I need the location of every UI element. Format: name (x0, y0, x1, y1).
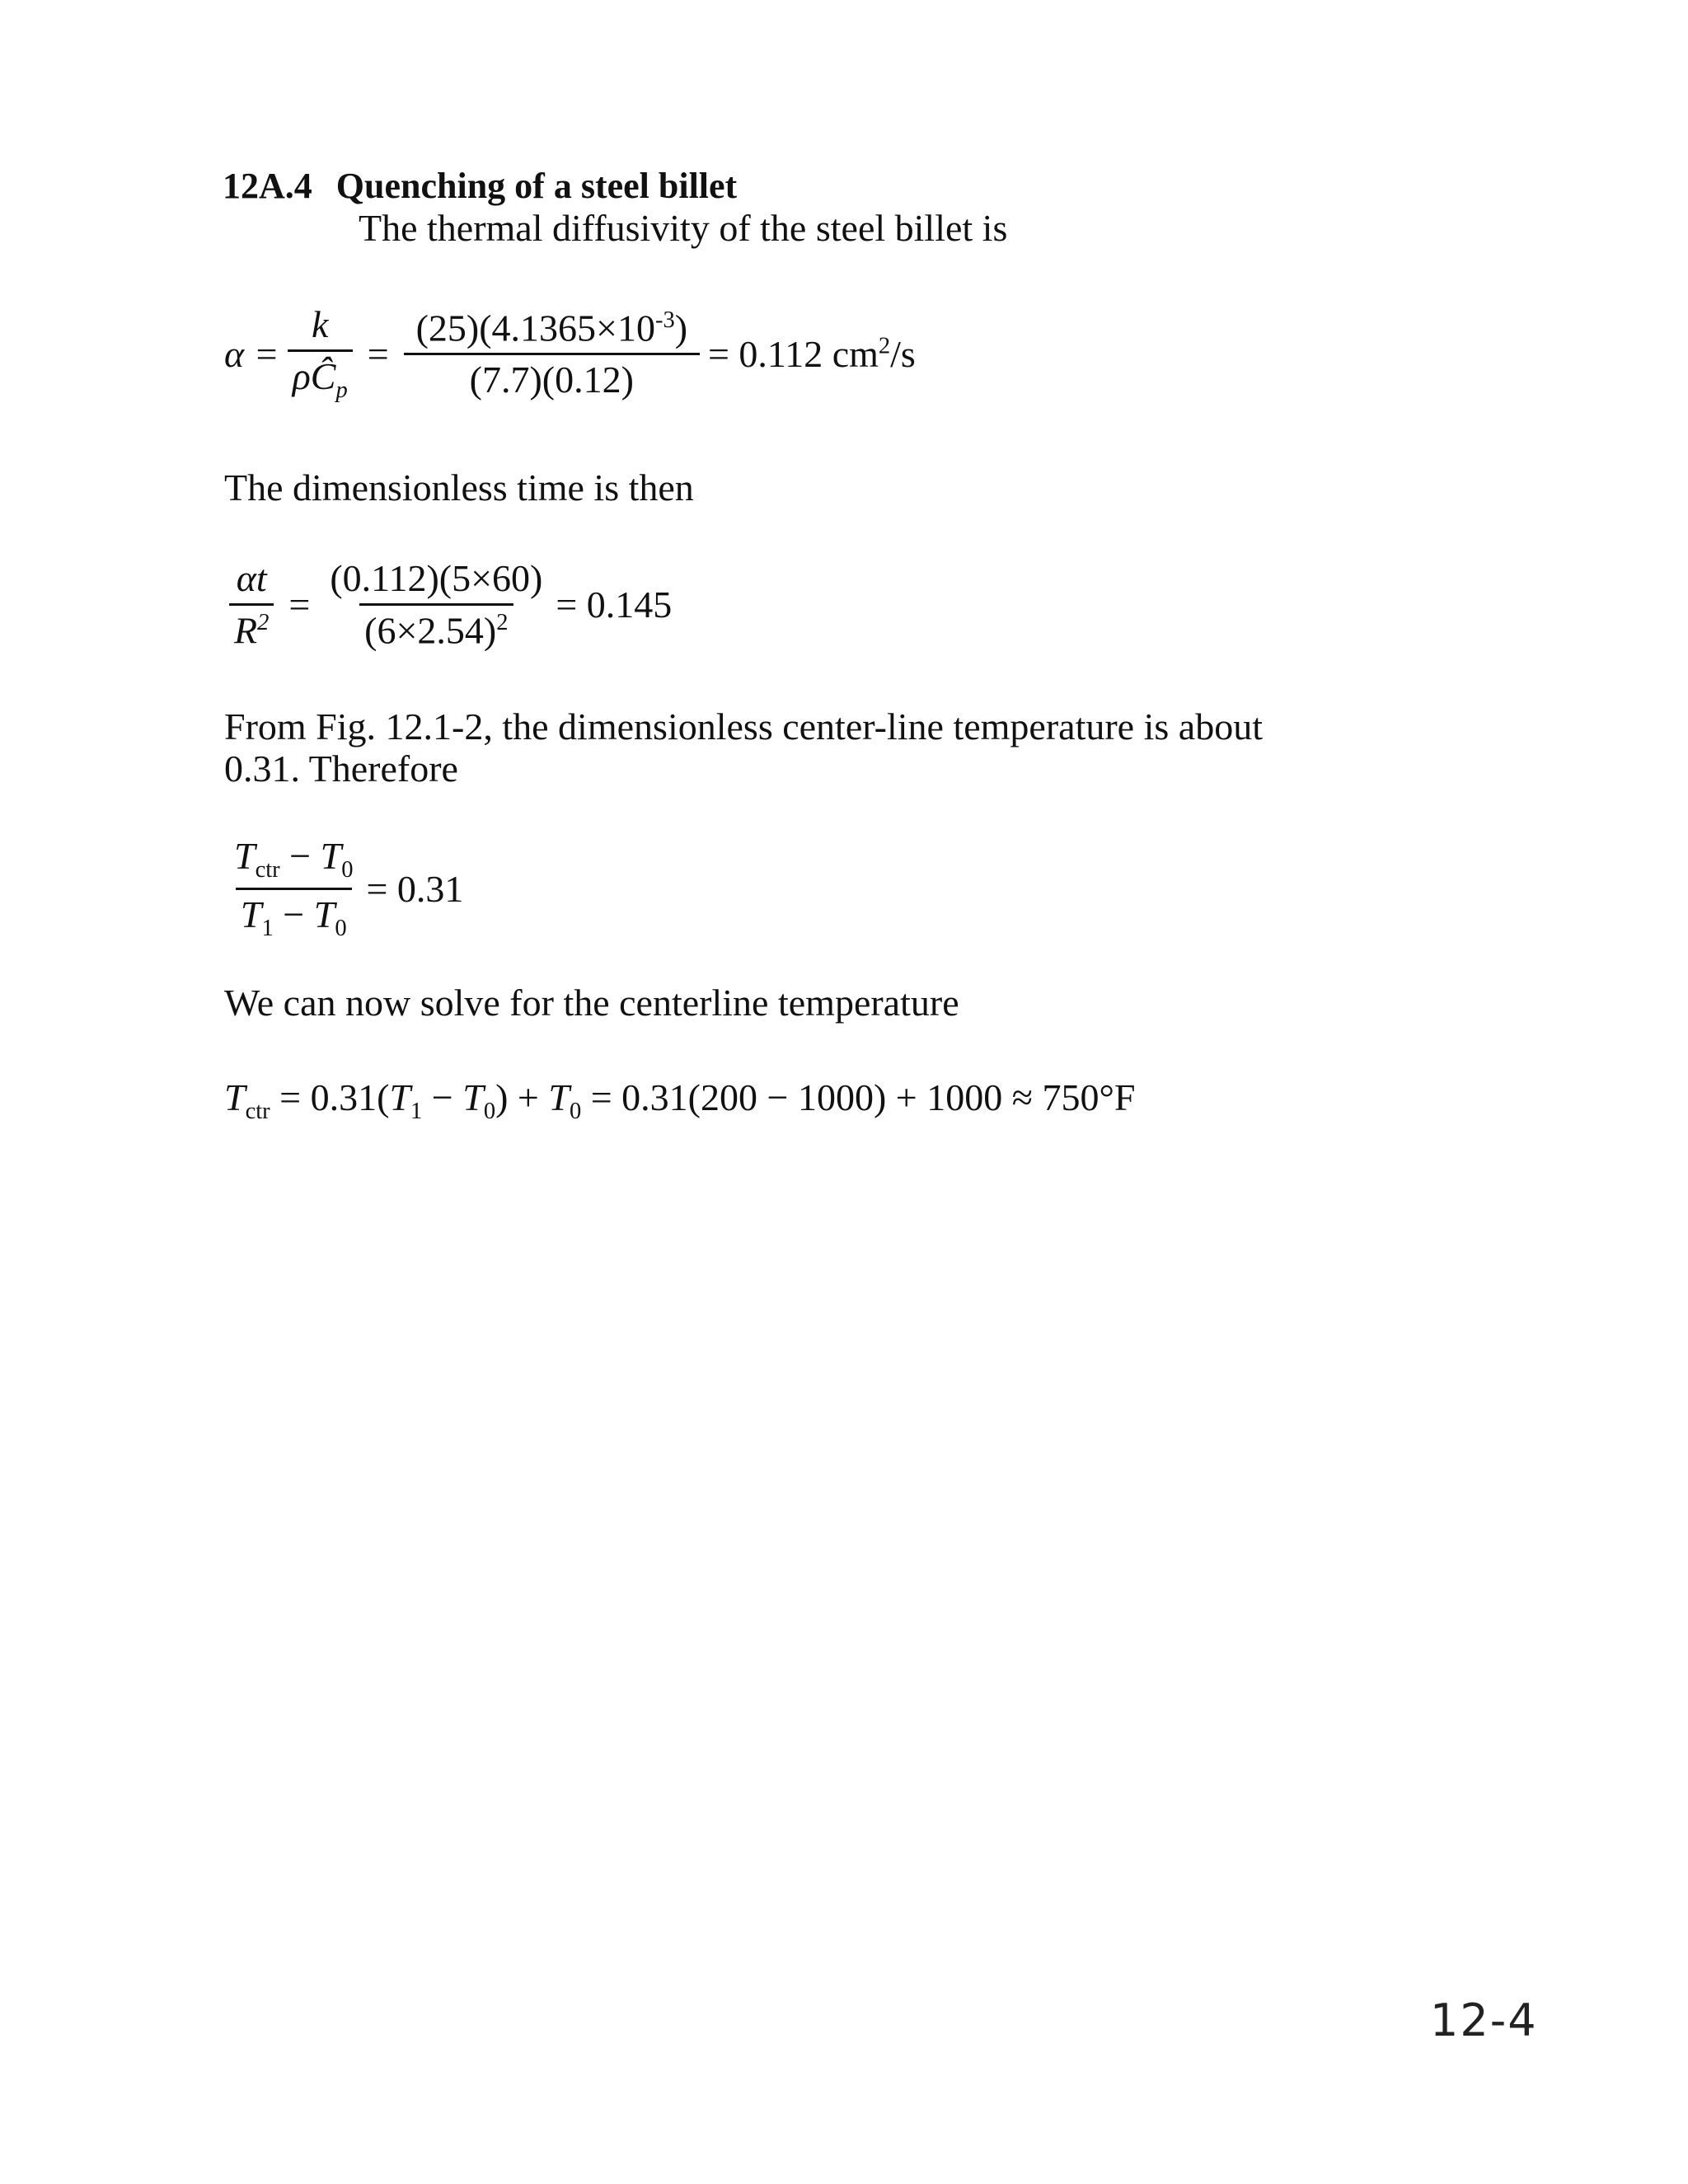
eq4-result: = 0.31(200 − 1000) + 1000 ≈ 750°F (581, 1076, 1136, 1118)
paragraph-solve: We can now solve for the centerline temperature (224, 982, 959, 1024)
eq4-t-ctr: T (224, 1076, 246, 1118)
eq1-f2-numerator (411, 308, 693, 354)
eq3-num-a: T (234, 835, 256, 877)
eq1-equals: = (367, 333, 389, 376)
paragraph-figure-ref-line2: 0.31. Therefore (224, 748, 458, 790)
eq3-den-b: T (313, 893, 335, 936)
eq3-result: = 0.31 (366, 868, 464, 911)
eq1-f1-numerator: k (311, 303, 329, 345)
eq2-f2-denominator (359, 603, 513, 651)
eq4-t1: T (389, 1076, 411, 1118)
section-number: 12A.4 (223, 166, 312, 206)
eq3-numerator (229, 837, 358, 888)
section-title: Quenching of a steel billet (335, 166, 738, 206)
eq3-den-b-sub: 0 (335, 916, 347, 942)
eq4-minus: − (422, 1076, 463, 1118)
eq4-part-f: ) + (495, 1076, 549, 1118)
eq1-result-sup: 2 (878, 333, 891, 359)
eq1-f2-num-sup: -3 (654, 307, 675, 333)
eq4-t-ctr-sub: ctr (245, 1099, 270, 1125)
eq2-f1-denominator (229, 603, 274, 651)
eq2-f2-den-text: (6×2.54) (364, 609, 497, 652)
eq3-den-minus: − (273, 893, 314, 936)
eq2-f1-den-text: R (234, 609, 258, 652)
eq1-result-text: = 0.112 cm (707, 333, 879, 376)
eq3-num-a-sub: ctr (255, 857, 280, 883)
eq2-fraction-2 (325, 559, 547, 651)
eq2-fraction-1 (229, 559, 274, 651)
eq4-t0b-sub: 0 (569, 1099, 582, 1125)
paragraph-dimensionless-time: The dimensionless time is then (224, 466, 694, 509)
eq2-f1-numerator: αt (236, 557, 267, 599)
eq4-part-b: = 0.31( (270, 1076, 390, 1118)
eq1-lhs: α = (224, 333, 279, 376)
eq3-denominator (236, 888, 352, 941)
eq2-f2-den-sup: 2 (496, 610, 509, 636)
eq3-num-b-sub: 0 (341, 857, 354, 883)
eq2-equals: = (288, 583, 311, 626)
eq2-f1-den-sup: 2 (257, 610, 270, 636)
eq3-den-a: T (240, 893, 262, 936)
paragraph-diffusivity: The thermal diffusivity of the steel billet is (359, 207, 1008, 249)
equation-centerline-ratio (221, 837, 463, 941)
eq1-f1-den-text: ρĈ (292, 355, 336, 398)
eq2-result: = 0.145 (556, 583, 673, 626)
eq4-line (224, 1076, 1135, 1125)
section-heading (223, 165, 737, 207)
eq4-t0-sub: 0 (483, 1099, 496, 1125)
eq1-f1-den-sub: p (335, 377, 348, 404)
eq3-num-b: T (320, 835, 342, 877)
eq3-num-minus: − (279, 835, 321, 877)
equation-diffusivity (224, 305, 916, 403)
paragraph-figure-ref-line1: From Fig. 12.1-2, the dimensionless center-line temperature is about (224, 705, 1263, 748)
eq1-f2-num-text: (25)(4.1365×10 (415, 307, 655, 349)
eq3-fraction (229, 837, 358, 941)
eq1-fraction-2 (404, 308, 700, 401)
eq1-fraction-1 (288, 305, 353, 403)
eq1-f1-denominator (288, 349, 353, 403)
page-number: 12-4 (1430, 1994, 1538, 2046)
eq1-result-tail: /s (890, 333, 916, 376)
eq4-t1-sub: 1 (410, 1099, 423, 1125)
eq1-result (708, 332, 916, 376)
eq2-f2-numerator: (0.112)(5×60) (330, 557, 543, 599)
equation-dimensionless-time (221, 559, 672, 651)
equation-centerline-temperature (224, 1076, 1135, 1125)
eq4-t0b: T (548, 1076, 570, 1118)
eq1-f2-denominator: (7.7)(0.12) (404, 353, 700, 400)
eq3-den-a-sub: 1 (261, 916, 274, 942)
eq1-f2-num-close: ) (674, 307, 688, 349)
eq4-t0: T (462, 1076, 484, 1118)
